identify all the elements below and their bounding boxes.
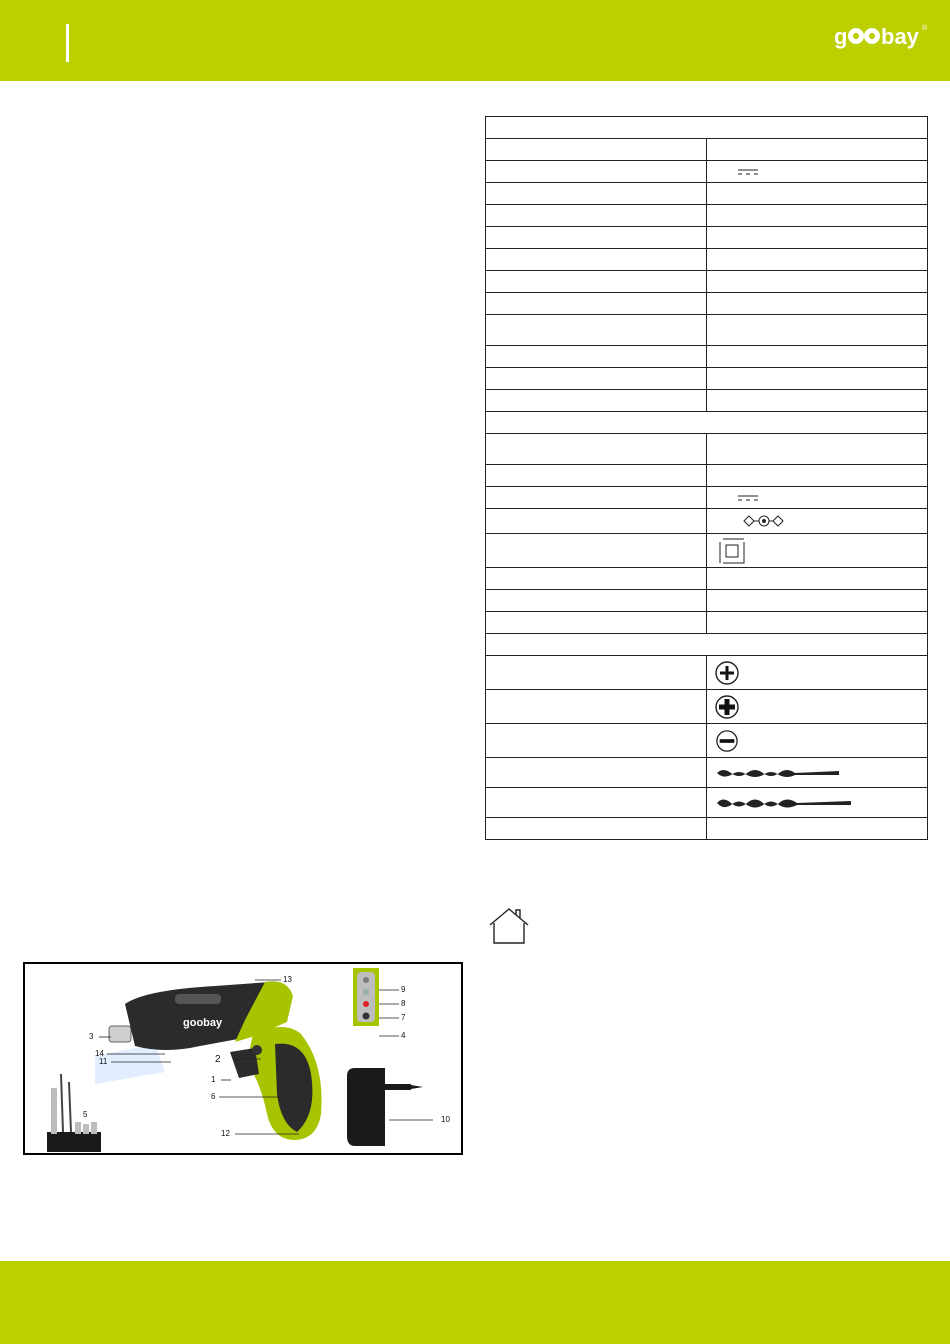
callout-label: 3 bbox=[89, 1032, 94, 1041]
spec-key bbox=[486, 249, 707, 271]
spec-value bbox=[707, 205, 928, 227]
spec-key bbox=[486, 818, 707, 840]
spec-key bbox=[486, 183, 707, 205]
svg-text:bay: bay bbox=[881, 24, 919, 49]
spec-value bbox=[707, 509, 928, 534]
spec-key bbox=[486, 293, 707, 315]
spec-value bbox=[707, 818, 928, 840]
header-band bbox=[0, 0, 950, 81]
callout-label: 12 bbox=[221, 1129, 230, 1138]
callout-label: 5 bbox=[83, 1110, 88, 1119]
spec-key bbox=[486, 534, 707, 568]
protection-class-2-symbol bbox=[719, 538, 745, 564]
spec-key bbox=[486, 487, 707, 509]
spec-key bbox=[486, 758, 707, 788]
spec-key bbox=[486, 612, 707, 634]
spec-section-header bbox=[486, 412, 928, 434]
spec-value bbox=[707, 368, 928, 390]
goobay-logo bbox=[834, 16, 930, 56]
spec-key bbox=[486, 205, 707, 227]
spec-value bbox=[707, 590, 928, 612]
spec-key bbox=[486, 315, 707, 346]
drill-bit-icon bbox=[715, 794, 853, 812]
spec-value bbox=[707, 315, 928, 346]
header-divider bbox=[66, 24, 69, 62]
callout-label: 13 bbox=[283, 975, 292, 984]
spec-value bbox=[707, 724, 928, 758]
callout-label: 4 bbox=[401, 1031, 406, 1040]
spec-value bbox=[707, 758, 928, 788]
spec-key bbox=[486, 368, 707, 390]
slotted-bit-icon bbox=[716, 730, 738, 752]
spec-value bbox=[707, 656, 928, 690]
spec-key bbox=[486, 788, 707, 818]
spec-value bbox=[707, 465, 928, 487]
spec-key bbox=[486, 390, 707, 412]
spec-key bbox=[486, 690, 707, 724]
spec-value bbox=[707, 534, 928, 568]
spec-value bbox=[707, 434, 928, 465]
spec-key bbox=[486, 590, 707, 612]
spec-key bbox=[486, 161, 707, 183]
spec-value bbox=[707, 690, 928, 724]
drill-bit-icon bbox=[715, 765, 841, 781]
home-icon bbox=[488, 906, 530, 946]
spec-key bbox=[486, 271, 707, 293]
callout-label: 6 bbox=[211, 1092, 216, 1101]
spec-value bbox=[707, 612, 928, 634]
spec-key bbox=[486, 656, 707, 690]
spec-value bbox=[707, 271, 928, 293]
callout-label: 8 bbox=[401, 999, 406, 1008]
spec-table bbox=[485, 116, 928, 840]
callout-label: 7 bbox=[401, 1013, 406, 1022]
callout-label: 1 bbox=[211, 1075, 216, 1084]
spec-value bbox=[707, 568, 928, 590]
spec-value bbox=[707, 227, 928, 249]
product-figure bbox=[23, 962, 463, 1155]
screwdriver-illustration bbox=[25, 964, 461, 1153]
spec-key bbox=[486, 139, 707, 161]
direct-current-symbol bbox=[737, 493, 759, 503]
callout-label: 14 bbox=[95, 1049, 104, 1058]
polarity-symbol bbox=[743, 514, 785, 528]
svg-text:goobay: goobay bbox=[183, 1017, 223, 1029]
svg-text:g: g bbox=[834, 24, 848, 49]
spec-value bbox=[707, 788, 928, 818]
callout-label: 9 bbox=[401, 985, 406, 994]
direct-current-symbol bbox=[737, 167, 759, 177]
spec-value bbox=[707, 249, 928, 271]
spec-value bbox=[707, 293, 928, 315]
svg-text:®: ® bbox=[922, 25, 928, 32]
callout-label: 10 bbox=[441, 1115, 450, 1124]
footer-band bbox=[0, 1261, 950, 1344]
spec-key bbox=[486, 568, 707, 590]
callout-label: 11 bbox=[99, 1057, 108, 1066]
spec-value bbox=[707, 139, 928, 161]
spec-key bbox=[486, 724, 707, 758]
spec-value bbox=[707, 183, 928, 205]
spec-key bbox=[486, 465, 707, 487]
spec-key bbox=[486, 346, 707, 368]
spec-section-header bbox=[486, 634, 928, 656]
spec-value bbox=[707, 390, 928, 412]
pozidriv-bit-icon bbox=[715, 695, 739, 719]
spec-key bbox=[486, 434, 707, 465]
spec-section-header bbox=[486, 117, 928, 139]
callout-label: 2 bbox=[215, 1054, 221, 1065]
spec-value bbox=[707, 346, 928, 368]
spec-key bbox=[486, 227, 707, 249]
phillips-bit-icon bbox=[715, 661, 739, 685]
spec-value bbox=[707, 487, 928, 509]
spec-key bbox=[486, 509, 707, 534]
spec-value bbox=[707, 161, 928, 183]
